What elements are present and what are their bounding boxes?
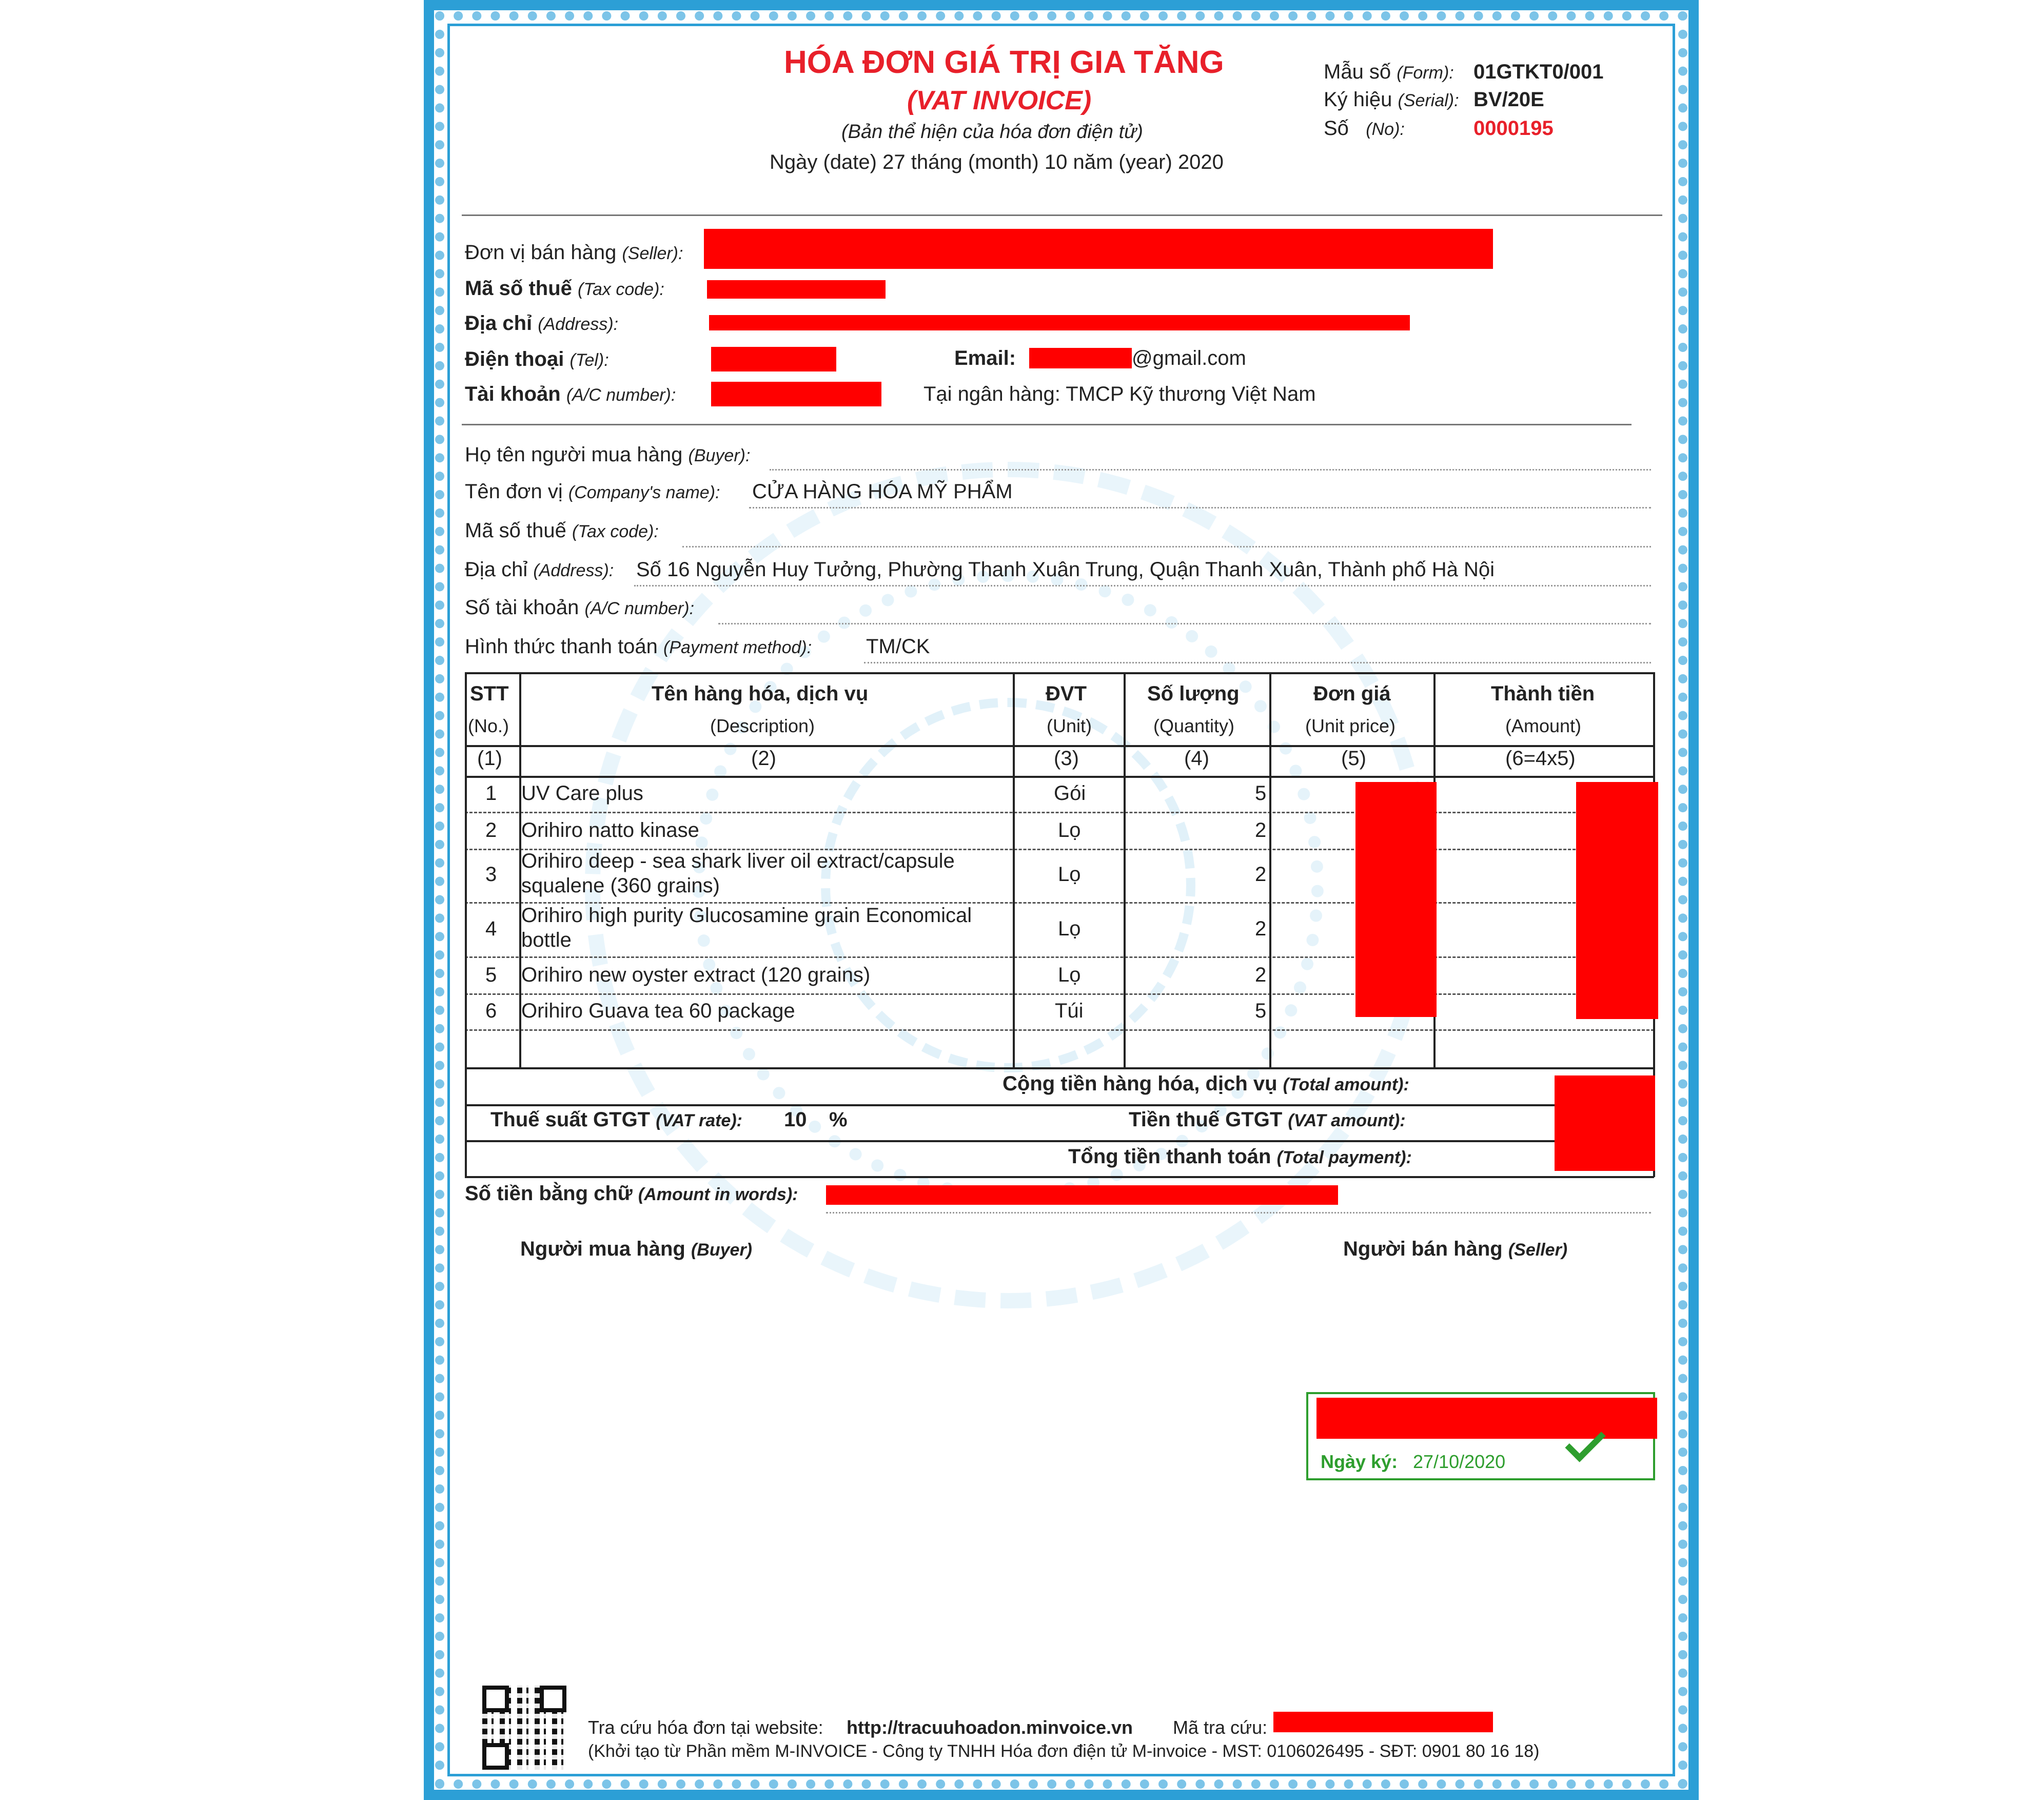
redacted-seller-tel	[711, 347, 836, 371]
totals-divider	[465, 1104, 1654, 1106]
redacted-signer	[1316, 1398, 1657, 1439]
redacted-amounts	[1576, 782, 1658, 1019]
seller-email-domain: @gmail.com	[1132, 347, 1246, 369]
header-amount-num: (6=4x5)	[1505, 747, 1576, 770]
row-3-unit: Lọ	[1058, 863, 1081, 886]
col-divider	[1269, 672, 1271, 1067]
row-1-no: 1	[485, 782, 497, 805]
vat-rate-value: 10	[784, 1108, 807, 1131]
seller-divider	[462, 424, 1632, 425]
total-amount-label: Cộng tiền hàng hóa, dịch vụ (Total amount):	[1003, 1072, 1409, 1095]
header-stt-en: (No.)	[468, 715, 509, 736]
invoice-number: 0000195	[1473, 117, 1554, 140]
row-6-description: Orihiro Guava tea 60 package	[521, 1000, 795, 1022]
lookup-label: Tra cứu hóa đơn tại website:	[588, 1717, 823, 1738]
header-unit: ĐVT	[1046, 682, 1087, 705]
buyer-company-label: Tên đơn vị (Company's name):	[465, 480, 720, 503]
qr-finder	[482, 1743, 509, 1770]
vat-amount-label: Tiền thuế GTGT (VAT amount):	[1129, 1108, 1406, 1131]
seller-bank: Tại ngân hàng: TMCP Kỹ thương Việt Nam	[923, 383, 1316, 405]
seller-signature-label: Người bán hàng (Seller)	[1343, 1238, 1568, 1260]
header-stt-num: (1)	[477, 747, 502, 770]
header-unit-price-num: (5)	[1341, 747, 1366, 770]
number-label: Số (No):	[1324, 117, 1405, 140]
items-bottom-border	[465, 1067, 1654, 1069]
row-5-description: Orihiro new oyster extract (120 grains)	[521, 964, 871, 986]
header-unit-price: Đơn giá	[1313, 682, 1391, 705]
seller-name-label: Đơn vị bán hàng (Seller):	[465, 241, 683, 264]
header-unit-num: (3)	[1054, 747, 1079, 770]
buyer-address-label: Địa chỉ (Address):	[465, 558, 614, 581]
header-description-en: (Description)	[710, 715, 815, 736]
invoice-note: (Bản thể hiện của hóa đơn điện tử)	[841, 121, 1143, 143]
header-stt: STT	[470, 682, 509, 705]
qr-finder	[482, 1686, 509, 1712]
row-2-quantity: 2	[1255, 819, 1267, 842]
header-quantity: Số lượng	[1147, 682, 1240, 705]
lookup-url[interactable]: http://tracuuhoadon.minvoice.vn	[847, 1717, 1133, 1738]
header-description-num: (2)	[751, 747, 776, 770]
row-6-no: 6	[485, 1000, 497, 1022]
row-2-description: Orihiro natto kinase	[521, 819, 699, 842]
row-5-no: 5	[485, 964, 497, 986]
redacted-unit-prices	[1355, 782, 1437, 1017]
seller-tel-label: Điện thoại (Tel):	[465, 348, 609, 370]
table-left-border	[465, 672, 467, 1177]
redacted-seller-email	[1029, 348, 1132, 368]
row-3-description: Orihiro deep - sea shark liver oil extract/capsule	[521, 850, 955, 872]
buyer-company-value: CỬA HÀNG HÓA MỸ PHẨM	[752, 480, 1013, 503]
payment-method-line	[864, 662, 1651, 663]
buyer-signature-label: Người mua hàng (Buyer)	[520, 1238, 753, 1260]
invoice-subtitle: (VAT INVOICE)	[907, 86, 1092, 115]
seller-email-label: Email:	[954, 347, 1016, 369]
form-value: 01GTKT0/001	[1473, 61, 1604, 83]
header-amount-en: (Amount)	[1505, 715, 1582, 736]
payment-method-label: Hình thức thanh toán (Payment method):	[465, 635, 812, 658]
qr-finder	[540, 1686, 566, 1712]
header-divider	[462, 214, 1662, 216]
buyer-tax-label: Mã số thuế (Tax code):	[465, 519, 659, 542]
buyer-tax-line	[682, 546, 1651, 547]
redacted-totals	[1555, 1075, 1655, 1171]
col-divider	[1124, 672, 1126, 1067]
table-header-bottom	[465, 776, 1654, 778]
row-5-quantity: 2	[1255, 964, 1267, 986]
header-unit-en: (Unit)	[1047, 715, 1092, 736]
lookup-code-label: Mã tra cứu:	[1173, 1717, 1268, 1738]
generated-by: (Khởi tạo từ Phần mềm M-INVOICE - Công ty TNHH Hóa đơn điện tử M-invoice - MST: 0106026495 - SĐT: 0901 80 16 18)	[588, 1742, 1540, 1761]
buyer-company-line	[749, 507, 1651, 508]
header-quantity-en: (Quantity)	[1153, 715, 1235, 736]
row-4-description: Orihiro high purity Glucosamine grain Economical	[521, 904, 972, 927]
redacted-seller-tax	[707, 280, 886, 299]
redacted-seller-name	[704, 229, 1493, 269]
row-1-description: UV Care plus	[521, 782, 643, 805]
header-amount: Thành tiền	[1491, 682, 1595, 705]
totals-divider	[465, 1140, 1654, 1142]
col-divider	[1013, 672, 1015, 1067]
table-bottom-border	[465, 1176, 1654, 1178]
header-description: Tên hàng hóa, dịch vụ	[652, 682, 869, 705]
serial-label: Ký hiệu (Serial):	[1324, 88, 1459, 111]
row-divider	[465, 812, 1654, 813]
row-divider	[465, 1029, 1654, 1031]
invoice-date: Ngày (date) 27 tháng (month) 10 năm (year) 2020	[770, 151, 1224, 173]
redacted-seller-address	[709, 315, 1410, 330]
header-unit-price-en: (Unit price)	[1305, 715, 1396, 736]
row-3-description-cont: squalene (360 grains)	[521, 874, 720, 897]
row-divider	[465, 993, 1654, 995]
row-6-unit: Túi	[1055, 1000, 1084, 1022]
row-6-quantity: 5	[1255, 1000, 1267, 1022]
row-2-unit: Lọ	[1058, 819, 1081, 842]
table-top-border	[465, 672, 1654, 674]
form-label: Mẫu số (Form):	[1324, 61, 1454, 83]
amount-in-words-label: Số tiền bằng chữ (Amount in words):	[465, 1182, 798, 1205]
redacted-lookup-code	[1273, 1712, 1493, 1732]
buyer-name-label: Họ tên người mua hàng (Buyer):	[465, 443, 751, 466]
total-payment-label: Tổng tiền thanh toán (Total payment):	[1068, 1145, 1412, 1168]
row-3-no: 3	[485, 863, 497, 886]
row-1-quantity: 5	[1255, 782, 1267, 805]
row-3-quantity: 2	[1255, 863, 1267, 886]
header-quantity-num: (4)	[1184, 747, 1209, 770]
buyer-name-line	[770, 469, 1651, 471]
redacted-seller-account	[711, 382, 881, 406]
redacted-amount-in-words	[826, 1185, 1338, 1205]
sign-date-value: 27/10/2020	[1413, 1451, 1506, 1472]
row-4-no: 4	[485, 917, 497, 940]
vat-rate-label: Thuế suất GTGT (VAT rate):	[490, 1108, 742, 1131]
vat-rate-unit: %	[829, 1108, 848, 1131]
row-4-quantity: 2	[1255, 917, 1267, 940]
buyer-address-line	[634, 585, 1651, 586]
buyer-address-value: Số 16 Nguyễn Huy Tưởng, Phường Thanh Xuân Trung, Quận Thanh Xuân, Thành phố Hà Nội	[636, 558, 1495, 581]
row-divider	[465, 956, 1654, 958]
seller-tax-label: Mã số thuế (Tax code):	[465, 277, 664, 300]
row-2-no: 2	[485, 819, 497, 842]
buyer-account-line	[718, 623, 1651, 624]
amount-in-words-line	[826, 1212, 1651, 1214]
sign-date-label: Ngày ký:	[1321, 1451, 1398, 1472]
row-divider	[465, 902, 1654, 904]
row-4-unit: Lọ	[1058, 917, 1081, 940]
buyer-account-label: Số tài khoản (A/C number):	[465, 596, 695, 619]
row-5-unit: Lọ	[1058, 964, 1081, 986]
payment-method-value: TM/CK	[866, 635, 930, 658]
invoice-title: HÓA ĐƠN GIÁ TRỊ GIA TĂNG	[784, 45, 1224, 80]
row-4-description-cont: bottle	[521, 929, 572, 951]
seller-address-label: Địa chỉ (Address):	[465, 312, 619, 335]
serial-value: BV/20E	[1473, 88, 1544, 111]
row-1-unit: Gói	[1054, 782, 1086, 805]
seller-account-label: Tài khoản (A/C number):	[465, 383, 676, 405]
